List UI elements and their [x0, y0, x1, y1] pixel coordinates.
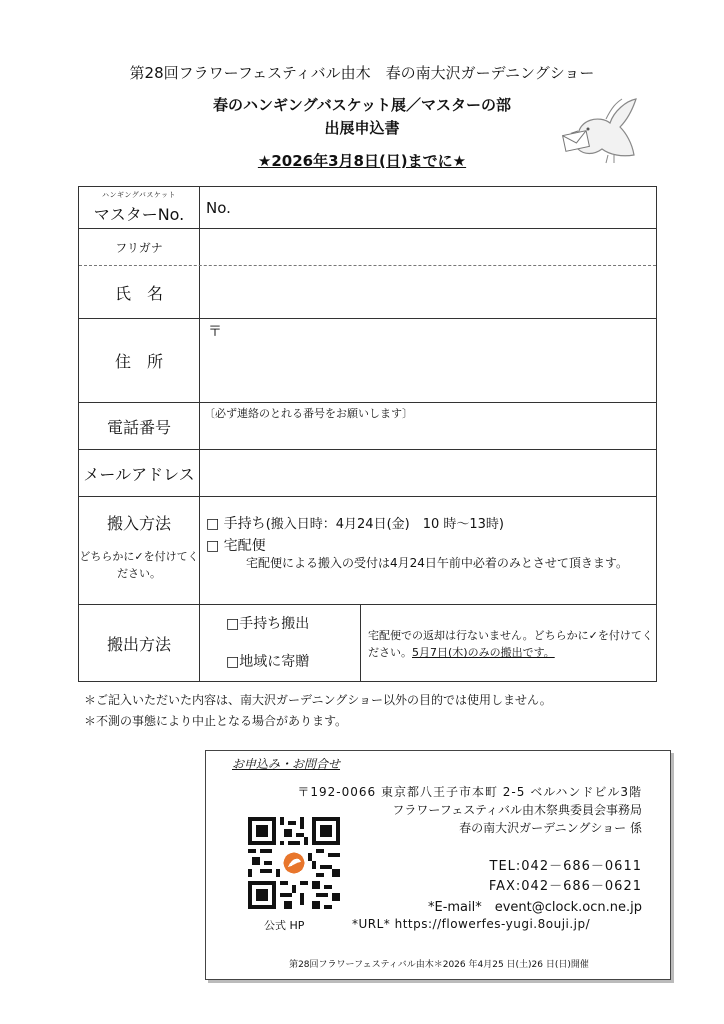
- phone-label: 電話番号: [106, 417, 171, 437]
- address-row: [79, 319, 656, 403]
- delivery-option-handcarry[interactable]: [206, 513, 504, 533]
- master-label-cell: [79, 187, 200, 228]
- furigana-field[interactable]: [200, 229, 656, 265]
- form-title: 出展申込書: [324, 119, 400, 137]
- phone-row: [79, 403, 656, 450]
- application-form: [78, 186, 657, 682]
- return-note-a: 宅配便での返却は行ないません。どちらかに✓を付けてください。: [368, 629, 653, 659]
- return-label: 搬出方法: [106, 634, 171, 654]
- contact-tel: TEL:042－686－0611: [489, 859, 642, 874]
- delivery-label-cell: [79, 497, 200, 604]
- phone-label-cell: [79, 403, 200, 449]
- address-label: 住 所: [114, 352, 163, 371]
- footnote-cancel: ＊不測の事態により中止となる場合があります。: [84, 714, 348, 728]
- master-no-prefix: No.: [206, 199, 231, 217]
- furigana-label-cell: [79, 229, 200, 265]
- dove-with-letter-icon: [560, 97, 640, 171]
- address-label-cell: [79, 319, 200, 402]
- footnotes: [84, 690, 552, 732]
- contact-box: [205, 750, 671, 980]
- phone-note: 〔必ず連絡のとれる番号をお願いします〕: [204, 407, 413, 420]
- contact-url[interactable]: *URL* https://flowerfes-yugi.8ouji.jp/: [352, 917, 591, 931]
- delivery-row: [79, 497, 656, 605]
- email-row: [79, 450, 656, 497]
- return-option-handcarry-label: □手持ち搬出: [226, 616, 310, 632]
- contact-footer: 第28回フラワーフェスティバル由木＊2026 年4月25 日(土)26 日(日)開催: [289, 960, 589, 970]
- contact-heading: お申込み・お問合せ: [232, 757, 341, 771]
- delivery-option-courier-label: □ 宅配便: [206, 538, 266, 554]
- return-note-b: 5月7日(木)のみの搬出です。: [412, 646, 555, 659]
- contact-fax: FAX:042－686－0621: [488, 879, 642, 894]
- deadline: ★2026年3月8日(日)までに★: [257, 152, 467, 170]
- return-divider: [360, 605, 361, 681]
- delivery-option-handcarry-label: □ 手持ち: [206, 516, 266, 532]
- delivery-hint: どちらかに✓を付けてください。: [79, 550, 199, 580]
- master-no-field[interactable]: [200, 187, 656, 228]
- return-option-donate[interactable]: [226, 651, 309, 671]
- contact-address: 〒192-0066 東京都八王子市本町 2-5 ベルハンドビル3階: [297, 785, 642, 799]
- event-title: 第28回フラワーフェスティバル由木 春の南大沢ガーデニングショー: [129, 64, 595, 82]
- delivery-option-handcarry-detail: (搬入日時：4月24日(金) 10 時～13時): [265, 517, 505, 532]
- name-label-cell: [79, 266, 200, 318]
- delivery-label: 搬入方法: [106, 514, 171, 533]
- master-label: マスターNo.: [93, 205, 185, 224]
- postal-mark: 〒: [208, 324, 222, 340]
- master-ruby: ハンギングバスケット: [101, 191, 177, 199]
- name-label: 氏 名: [114, 283, 163, 303]
- delivery-options: [200, 497, 656, 604]
- name-field[interactable]: [200, 266, 656, 318]
- address-field[interactable]: [200, 319, 656, 402]
- return-row: [79, 605, 656, 681]
- delivery-option-courier[interactable]: [206, 535, 266, 555]
- furigana-row: [79, 229, 656, 266]
- delivery-courier-note: 宅配便による搬入の受付は4月24日午前中必着のみとさせて頂きます。: [246, 556, 628, 570]
- master-row: [79, 187, 656, 229]
- contact-dept: 春の南大沢ガーデニングショー 係: [459, 821, 642, 835]
- qr-caption: 公式 HP: [264, 919, 305, 932]
- return-label-cell: [79, 605, 200, 681]
- return-note: [368, 627, 658, 661]
- return-options: [200, 605, 656, 681]
- furigana-label: フリガナ: [115, 240, 163, 255]
- qr-code-icon: [248, 817, 340, 909]
- email-label: メールアドレス: [83, 464, 195, 484]
- footnote-privacy: ＊ご記入いただいた内容は、南大沢ガーデニングショー以外の目的では使用しません。: [84, 693, 552, 707]
- return-option-handcarry[interactable]: [226, 613, 309, 633]
- form-subtitle: 春のハンギングバスケット展／マスターの部: [213, 96, 511, 114]
- email-label-cell: [79, 450, 200, 496]
- contact-org: フラワーフェスティバル由木祭典委員会事務局: [392, 803, 642, 817]
- name-row: [79, 266, 656, 319]
- phone-field[interactable]: [200, 403, 656, 449]
- return-option-donate-label: □地域に寄贈: [226, 654, 310, 670]
- email-field[interactable]: [200, 450, 656, 496]
- contact-email[interactable]: *E-mail* event@clock.ocn.ne.jp: [427, 900, 642, 915]
